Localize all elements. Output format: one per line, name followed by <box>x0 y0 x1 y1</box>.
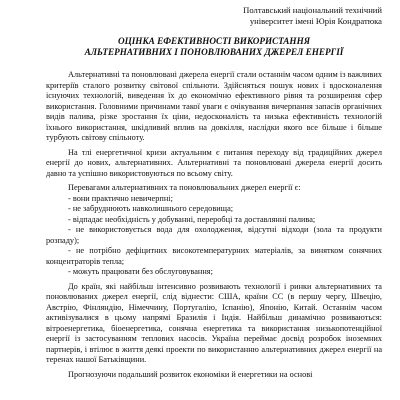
paragraph-advantages-lead: Перевагами альтернативних та поновлювальних джерел енергії є: <box>68 183 301 192</box>
list-item: - не забруднюють навколишнього середовища; <box>68 204 234 213</box>
affiliation-line: університет імені Юрія Кондратюка <box>249 15 382 26</box>
affiliation-line: Полтавський національний технічний <box>243 5 382 15</box>
title-line: АЛЬТЕРНАТИВНИХ І ПОНОВЛЮВАНИХ ДЖЕРЕЛ ЕНЕРГІЇ <box>84 47 344 57</box>
list-item: - не потрібно дефіцитних високотемпературних матеріалів, за винятком сонячних концентраторів тепла; <box>46 246 382 266</box>
list-item: - вони практично невичерпні; <box>68 193 173 203</box>
list-item: - не використовується вода для охолодження, відсутні відходи (зола та продукти розпаду); <box>46 225 382 245</box>
title-line: ОЦІНКА ЕФЕКТИВНОСТІ ВИКОРИСТАННЯ <box>117 36 311 46</box>
paper-title <box>46 36 382 58</box>
paragraph-forecast: Прогнозуючи подальший розвиток економіки й енергетики на основі <box>68 369 313 379</box>
paragraph-crisis: На тлі енергетичної кризи актуальним є питання переходу від традиційних джерел енергії до нових, альтернативних. Альтернативні та поновлювані джерела енергії досить давно та успішно використовуються по всьому світу. <box>46 147 382 178</box>
paragraph-countries: До країн, які найбільш інтенсивно розвивають технології і ринки альтернативних та поновлюваних джерел енергії, слід віднести: США, країни СС (в першу чергу, Швецію, Австрію, Фінляндію, Німеччину, Португалію, Іспанію), Японію, Китай. Останнім часом активізувалися в цьому напрямі Бразилія і Індія. Найбільш динамічно розвиваються: вітроенергетика, біоенергетика, сонячна енергетика та використання низькопотенційної енергії із застосуванням теплових насосів. Україна переймає досвід розробок іноземних партнерів, і втілює в життя деякі проекти по використанню альтернативних джерел енергії на теренах нашої Батьківщини. <box>46 281 382 364</box>
advantages-list <box>46 194 382 278</box>
author-affiliation <box>46 5 382 26</box>
list-item: - можуть працювати без обслуговування; <box>68 267 213 276</box>
list-item: - відпадає необхідність у добуванні, переробці та доставлянні палива; <box>68 214 316 224</box>
paragraph-intro: Альтернативні та поновлювані джерела енергії стали останнім часом одним із важливих критеріїв сталого розвитку світової спільноти. Здійсняться пошук нових і вдосконалення існуючих технологій, виведення їх до економічно ефективного рівня та розширення сфер використання. Головними причинами такої уваги є очікування вичерпання запасів органічних видів палива, різке зростання їх ціни, недосконалість та низька ефективність технологій їхнього використання, шкідливий вплив на довкілля, наслідки якого все більше і більше турбують світову спільноту. <box>46 70 382 142</box>
